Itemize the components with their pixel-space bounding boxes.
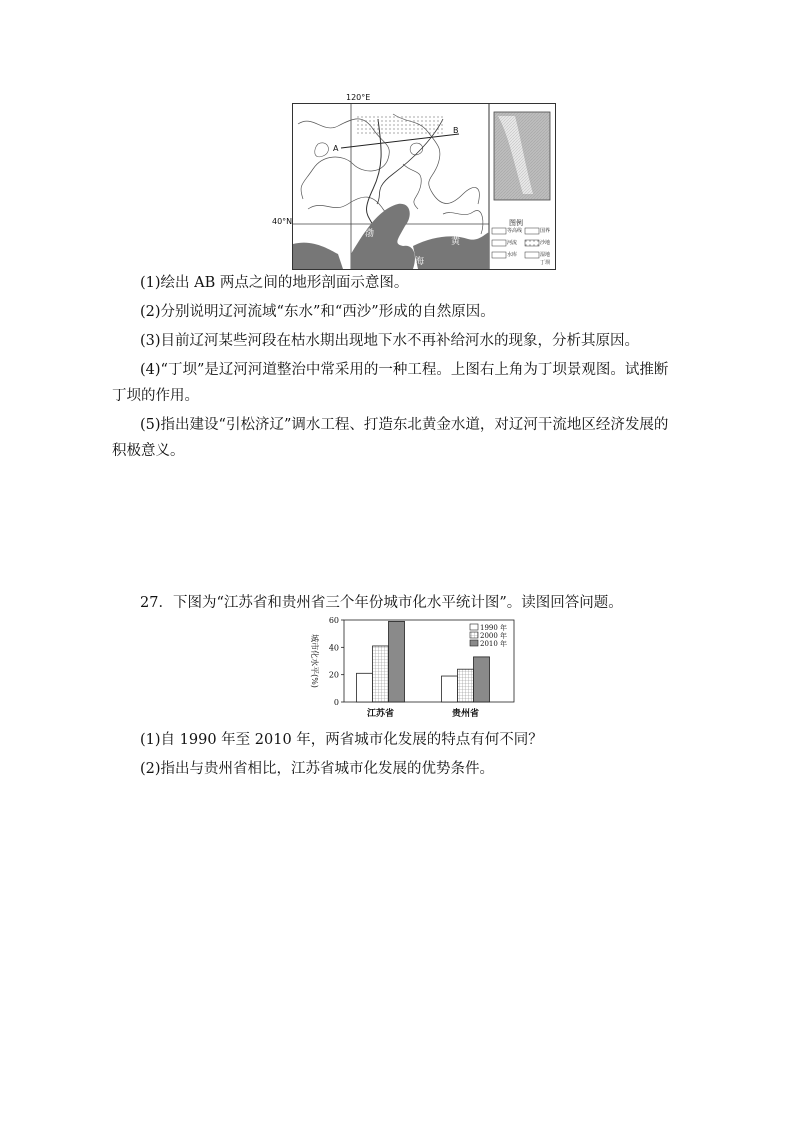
urbanization-chart [300, 614, 522, 726]
legend-swatch [470, 632, 478, 638]
q26-item-4-cont: 丁坝的作用。 [112, 388, 199, 404]
legend-item: 等高线 [507, 228, 523, 234]
legend-item: 水库 [507, 252, 518, 258]
longitude-label: 120°E [346, 93, 371, 102]
latitude-label: 40°N [272, 217, 293, 226]
q26-item-1: (1)绘出 AB 两点之间的地形剖面示意图。 [140, 275, 409, 291]
legend-label: 2000 年 [480, 632, 508, 640]
q26-item-2: (2)分别说明辽河流域“东水”和“西沙”形成的自然原因。 [140, 304, 495, 320]
q27-item-1: (1)自 1990 年至 2010 年，两省城市化发展的特点有何不同？ [140, 732, 543, 748]
y-tick-label: 20 [328, 670, 339, 680]
q27-prompt: 27．下图为“江苏省和贵州省三个年份城市化水平统计图”。读图回答问题。 [140, 595, 623, 611]
q27-item-2: (2)指出与贵州省相比，江苏省城市化发展的优势条件。 [140, 761, 495, 777]
sea-char-4: 海 [415, 257, 425, 267]
legend-item: 丁坝 [540, 260, 551, 266]
legend-title: 图例 [509, 219, 523, 227]
bar-2010-1 [474, 657, 490, 702]
chart-ylabel: 城市化水平(%) [310, 634, 319, 688]
map-frame [292, 103, 556, 270]
sea-char-2: 海 [339, 250, 349, 260]
bar-1990-1 [442, 676, 458, 702]
legend-swatch [470, 624, 478, 630]
legend-label: 1990 年 [480, 624, 508, 632]
q26-item-4: (4)“丁坝”是辽河河道整治中常采用的一种工程。上图右上角为丁坝景观图。试推断 [140, 362, 669, 378]
q26-item-5: (5)指出建设“引松济辽”调水工程、打造东北黄金水道，对辽河干流地区经济发展的 [140, 417, 669, 433]
sea-char-3: 黄 [451, 237, 461, 247]
sea-char-1: 渤 [365, 229, 375, 239]
q26-item-5-cont: 积极意义。 [112, 443, 185, 459]
y-tick-label: 0 [333, 698, 339, 707]
point-a-label: A [333, 144, 339, 153]
legend-item: 沙地 [540, 240, 551, 246]
point-b-label: B [453, 126, 459, 135]
q26-item-3: (3)目前辽河某些河段在枯水期出现地下水不再补给河水的现象，分析其原因。 [140, 333, 640, 349]
y-tick-label: 60 [328, 616, 339, 625]
x-category-label: 贵州省 [451, 709, 480, 719]
legend-label: 2010 年 [480, 640, 508, 648]
legend-item: 国界 [540, 228, 551, 234]
y-tick-label: 40 [328, 643, 339, 653]
bar-1990-0 [357, 673, 373, 702]
legend-swatch [470, 640, 478, 646]
x-category-label: 江苏省 [366, 709, 395, 719]
bar-2000-0 [373, 646, 389, 702]
legend-item: 河流 [507, 240, 518, 246]
bar-2010-0 [389, 621, 405, 702]
legend-item: 湿地 [540, 252, 551, 258]
bar-2000-1 [458, 669, 474, 702]
